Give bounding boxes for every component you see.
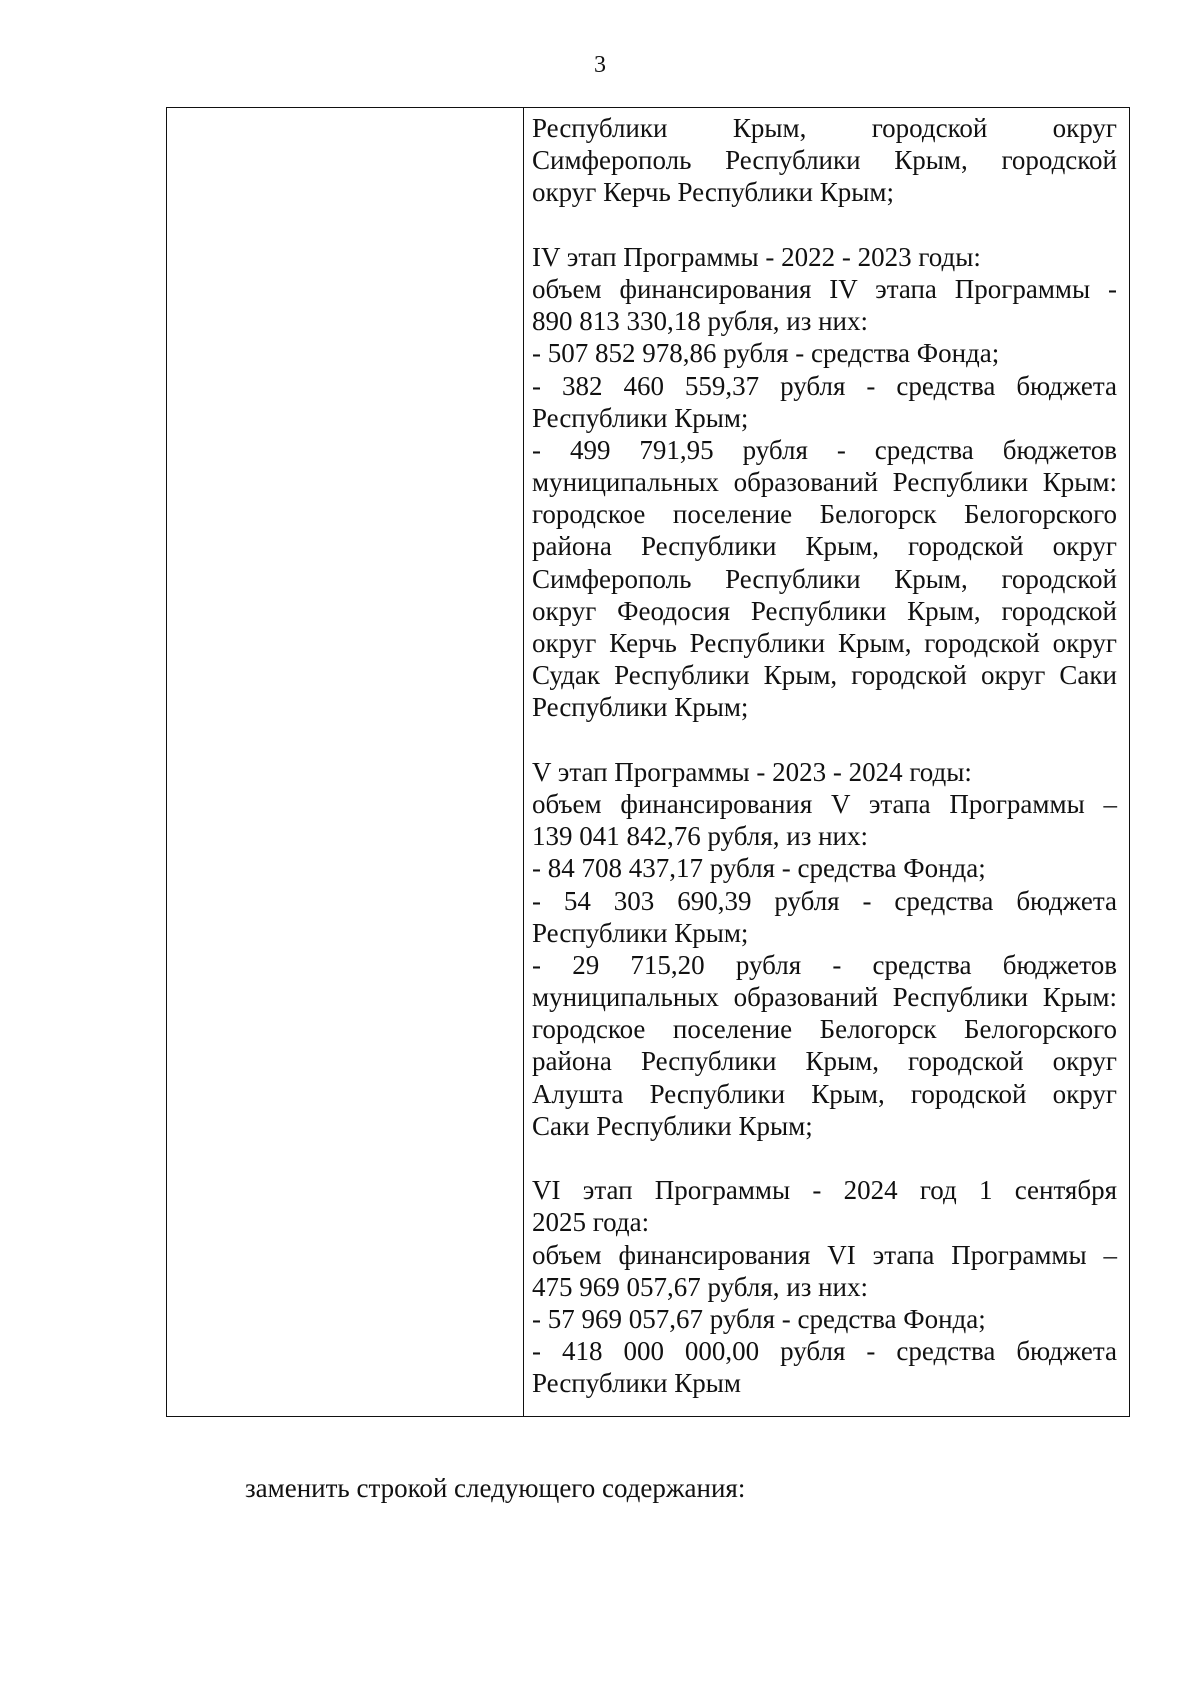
table-text-line: VI этап Программы - 2024 год 1 сентября [532,1175,1117,1206]
table-text-line: - 54 303 690,39 рубля - средства бюджета [532,885,1117,916]
table-text-line: 890 813 330,18 рубля, из них: [532,306,869,337]
table-text-line: V этап Программы - 2023 - 2024 годы: [532,756,972,787]
paragraph-gap [532,1142,1117,1174]
table-text-line: городское поселение Белогорск Белогорского [532,499,1117,530]
table-text-line: муниципальных образований Республики Крым: [532,467,1117,498]
table-text-line: объем финансирования IV этапа Программы - [532,273,1117,304]
table-text-line: - 29 715,20 рубля - средства бюджетов [532,949,1117,980]
table-text-line: Саки Республики Крым; [532,1110,813,1141]
table-text-line: Судак Республики Крым, городской округ Саки [532,660,1117,691]
page-number: 3 [594,52,606,78]
table-text-line: объем финансирования VI этапа Программы – [532,1239,1117,1270]
table-text-line: Республики Крым; [532,917,749,948]
table-text-line: - 84 708 437,17 рубля - средства Фонда; [532,853,986,884]
table-text-line: Симферополь Республики Крым, городской [532,145,1117,176]
table-text-line: объем финансирования V этапа Программы – [532,788,1117,819]
table-text-line: 2025 года: [532,1207,650,1238]
table-text-line: Республики Крым [532,1368,741,1399]
table-text-line: - 382 460 559,37 рубля - средства бюджета [532,370,1117,401]
replace-instruction-text: заменить строкой следующего содержания: [245,1473,746,1503]
table-text-line: района Республики Крым, городской округ [532,531,1117,562]
table-text-line: - 499 791,95 рубля - средства бюджетов [532,434,1117,465]
table-text-line: муниципальных образований Республики Крым: [532,982,1117,1013]
table-text-line: Республики Крым; [532,402,749,433]
table-right-cell [524,108,1129,1416]
table-text-line: - 57 969 057,67 рубля - средства Фонда; [532,1303,986,1334]
table-text-line: 139 041 842,76 рубля, из них: [532,821,869,852]
table-text-line: IV этап Программы - 2022 - 2023 годы: [532,241,981,272]
table-text-line: - 507 852 978,86 рубля - средства Фонда; [532,338,1000,369]
table-text-line: округ Феодосия Республики Крым, городской [532,595,1117,626]
table-text-line: округ Керчь Республики Крым, городской округ [532,628,1117,658]
table-text-line: Симферополь Республики Крым, городской [532,563,1117,594]
table-text-line: Алушта Республики Крым, городской округ [532,1078,1117,1109]
table-text-line: округ Керчь Республики Крым; [532,177,894,208]
table-text-line: городское поселение Белогорск Белогорского [532,1014,1117,1045]
table-text-line: - 418 000 000,00 рубля - средства бюджета [532,1336,1117,1367]
table-text-line: Республики Крым, городской округ [532,113,1117,143]
table-text-line: Республики Крым; [532,692,749,723]
paragraph-gap [532,209,1117,241]
paragraph-gap [532,724,1117,756]
funding-table [166,107,1130,1417]
table-left-cell [167,108,524,1416]
table-text-line: района Республики Крым, городской округ [532,1046,1117,1077]
table-text-line: 475 969 057,67 рубля, из них: [532,1271,869,1302]
